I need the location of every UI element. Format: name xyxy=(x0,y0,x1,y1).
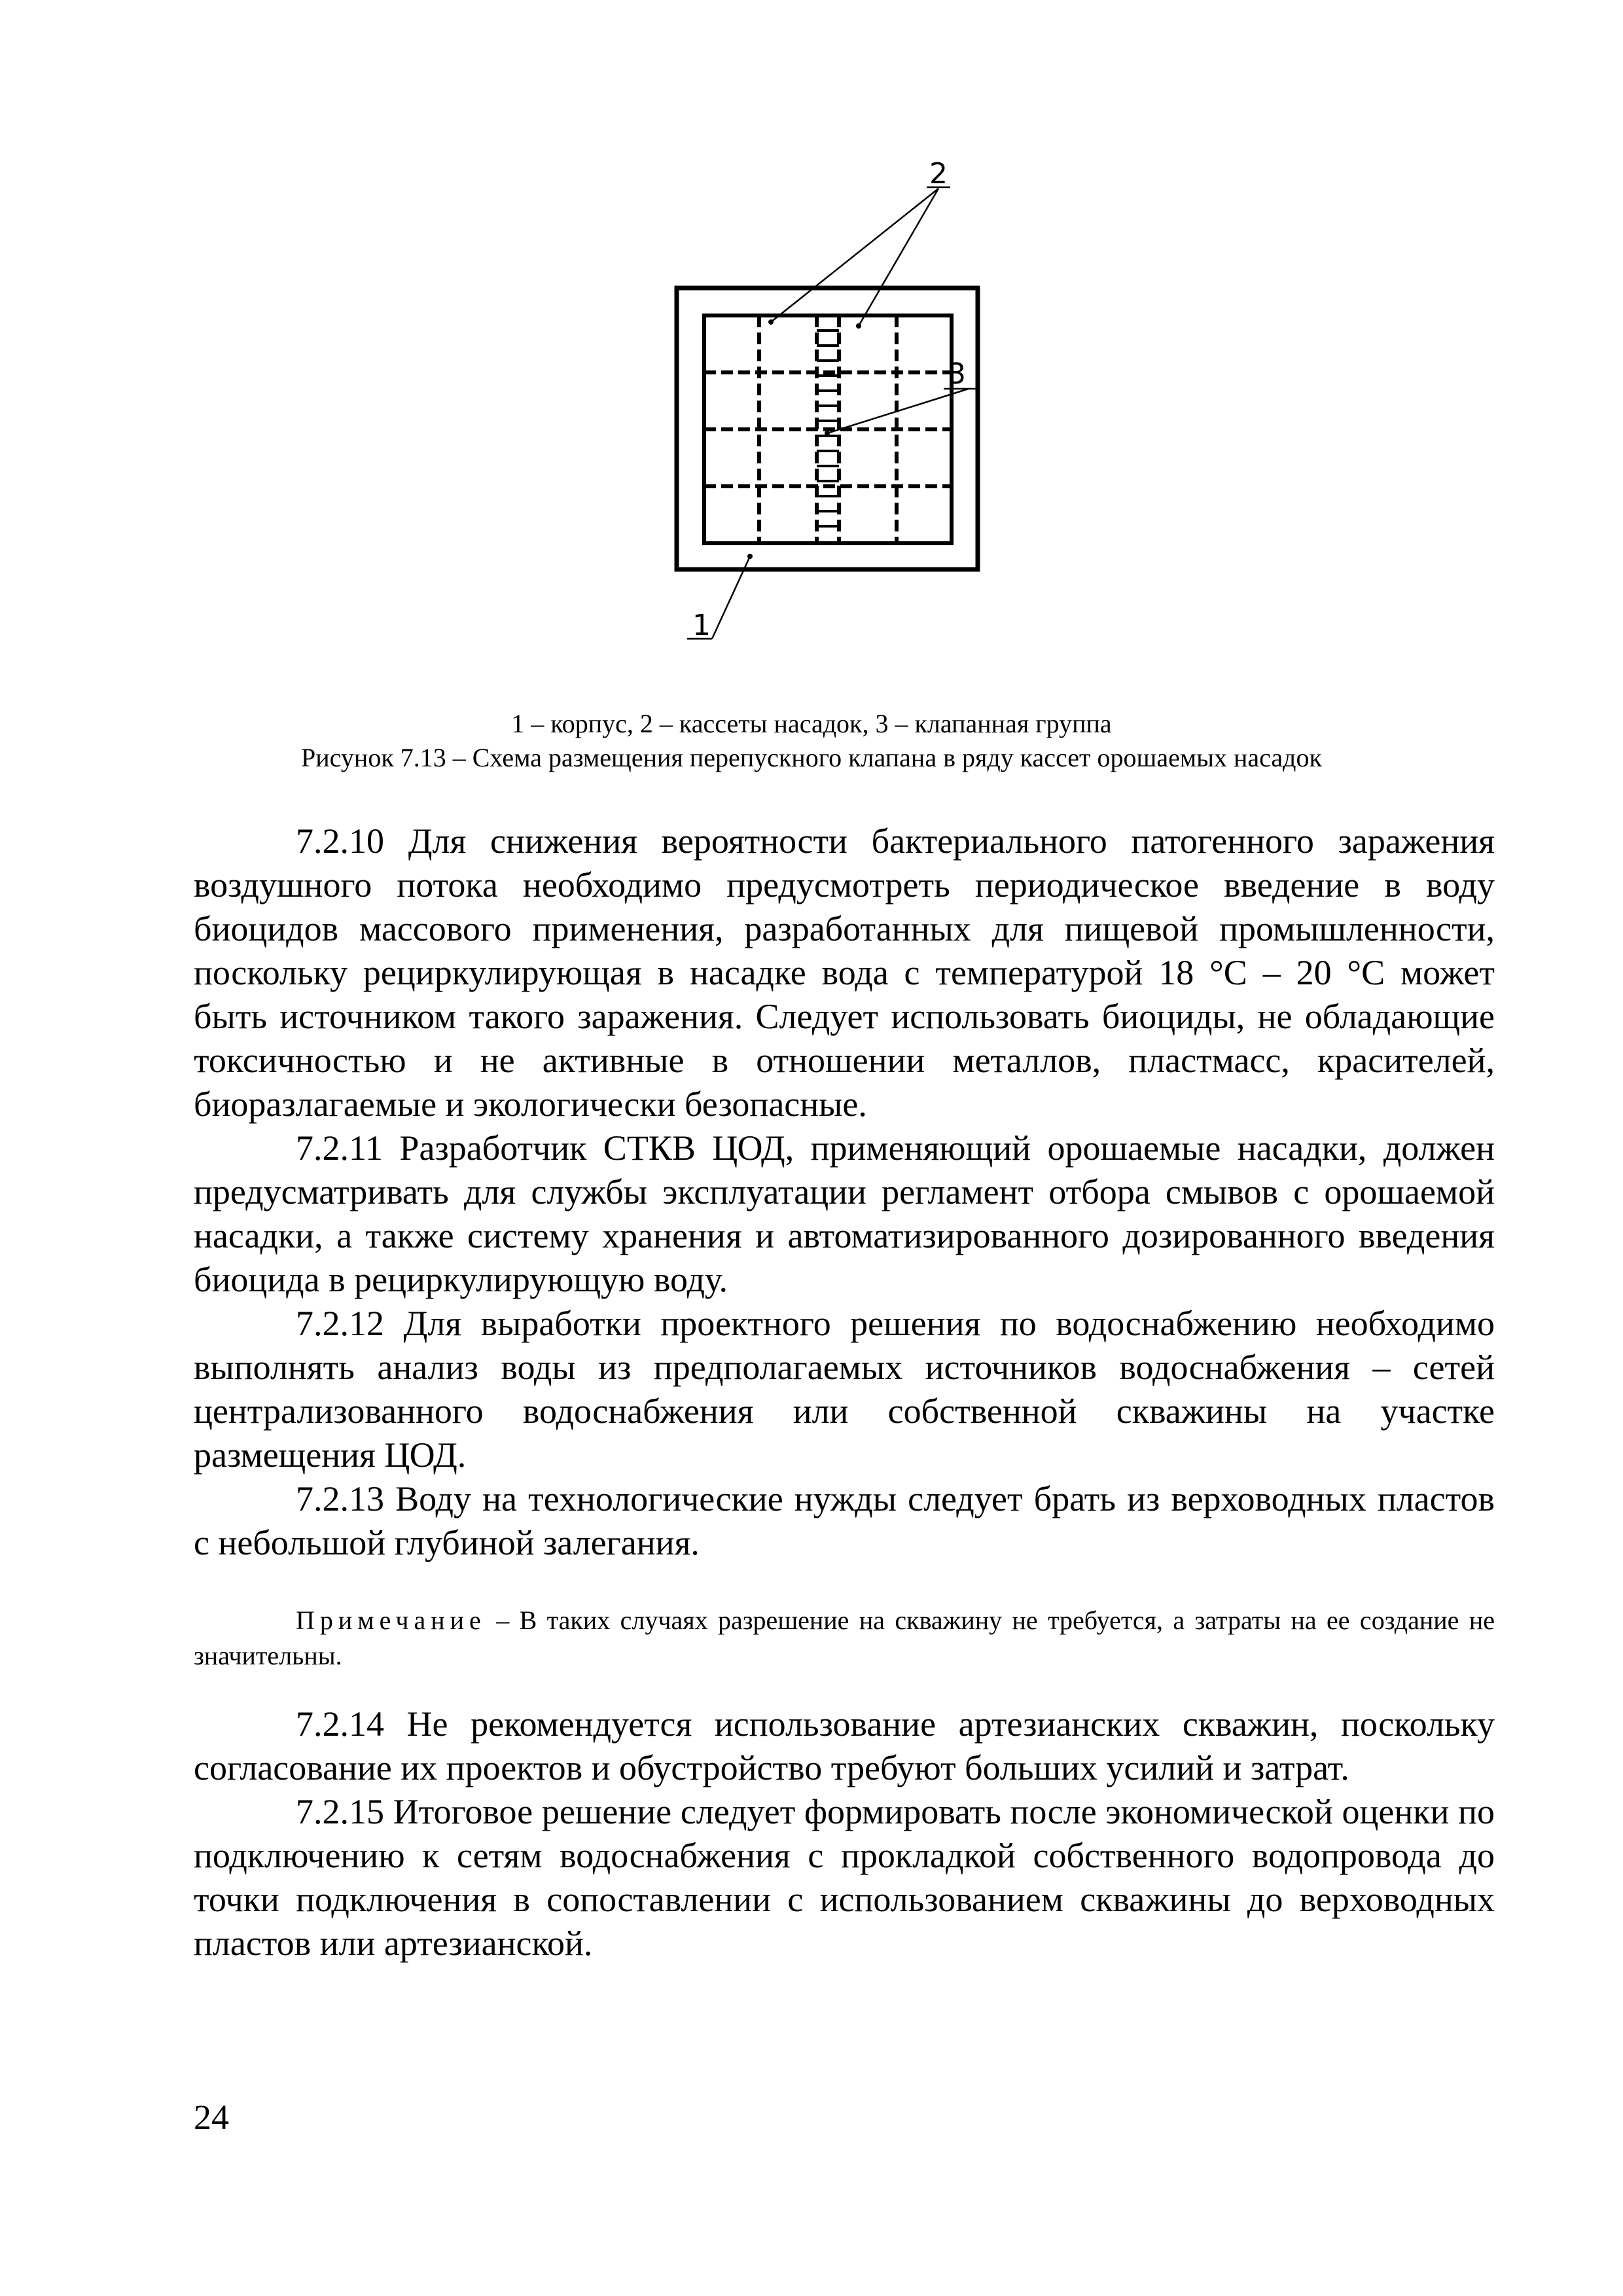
cassette-grid xyxy=(704,315,952,543)
page-number: 24 xyxy=(194,2098,229,2137)
paragraph-7-2-10: 7.2.10 Для снижения вероятности бактериального патогенного заражения воздушного потока необходимо предусмотреть периодическое введение в воду биоцидов массового применения, разработанных для пищевой промышленности, поскольку рециркулирующая в насадке вода с температурой 18 °С – 20 °С может быть источником такого заражения. Следует использовать биоциды, не обладающие токсичностью и не активные в отношении металлов, пластмасс, красителей, биоразлагаемые и экологически безопасные. xyxy=(194,821,1495,1124)
main-text xyxy=(194,819,1495,1965)
valve-placement-diagram xyxy=(641,151,1113,661)
figure-title: Рисунок 7.13 – Схема размещения перепускного клапана в ряду кассет орошаемых насадок xyxy=(301,743,1322,772)
note-label: Примечание xyxy=(296,1605,486,1635)
label-cassettes: 2 xyxy=(929,157,948,190)
label-valve-group: 3 xyxy=(948,357,966,391)
paragraph-7-2-15: 7.2.15 Итоговое решение следует формировать после экономической оценки по подключению к сетям водоснабжения с прокладкой собственного водопровода до точки подключения в сопоставлении с использованием скважины до верховодных пластов или артезианской. xyxy=(194,1792,1495,1963)
note xyxy=(194,1603,1495,1674)
note-text: – В таких случаях разрешение на скважину не требуется, а затраты на ее создание не значительны. xyxy=(194,1605,1495,1670)
valve-placement-figure xyxy=(641,151,1113,661)
paragraph-7-2-12: 7.2.12 Для выработки проектного решения по водоснабжению необходимо выполнять анализ воды из предполагаемых источников водоснабжения – сетей централизованного водоснабжения или собственной скважины на участке размещения ЦОД. xyxy=(194,1304,1495,1475)
figure-legend: 1 – корпус, 2 – кассеты насадок, 3 – клапанная группа xyxy=(511,709,1112,738)
paragraph-7-2-11: 7.2.11 Разработчик СТКВ ЦОД, применяющий орошаемые насадки, должен предусматривать для службы эксплуатации регламент отбора смывов с орошаемой насадки, а также систему хранения и автоматизированного дозированного введения биоцида в рециркулирующую воду. xyxy=(194,1128,1495,1299)
leader-dots xyxy=(747,319,861,559)
label-body: 1 xyxy=(692,609,711,642)
paragraph-7-2-13: 7.2.13 Воду на технологические нужды следует брать из верховодных пластов с небольшой глубиной залегания. xyxy=(194,1479,1495,1562)
paragraph-7-2-14: 7.2.14 Не рекомендуется использование артезианских скважин, поскольку согласование их проектов и обустройство требуют больших усилий и затрат. xyxy=(194,1704,1495,1787)
